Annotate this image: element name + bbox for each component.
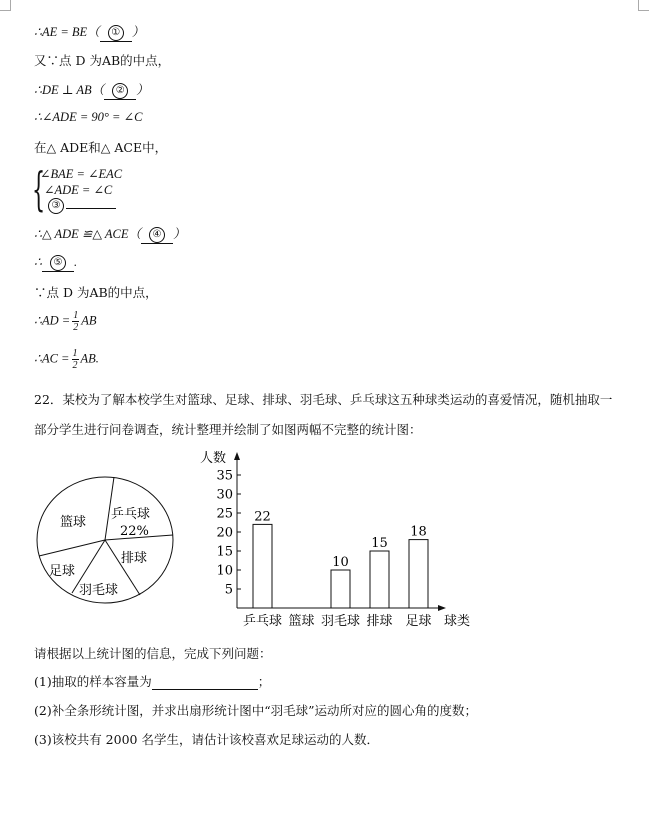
solution-line-4: ∴∠ADE = 90° = ∠C xyxy=(34,110,143,124)
x-category-label: 足球 xyxy=(405,614,432,629)
bar-5 xyxy=(409,540,428,608)
bar-1 xyxy=(253,524,272,608)
blank-mark-3: ③ xyxy=(48,198,64,214)
solution-line-9: ∴AD = $\frac{1}{2}$ AB xyxy=(34,310,97,333)
question-2: (2)补全条形统计图，并求出扇形统计图中“羽毛球”运动所对应的圆心角的度数； xyxy=(34,703,477,718)
y-tick-label: 30 xyxy=(216,487,233,503)
blank-mark-5: ⑤ xyxy=(50,255,66,271)
solution-line-7: ∴ ⑤ . xyxy=(34,254,77,272)
y-tick-label: 35 xyxy=(216,468,233,484)
x-category-label: 乒乓球 xyxy=(242,614,283,629)
blank-mark-2: ② xyxy=(112,83,128,99)
solution-line-5: 在△ ADE和△ ACE中， xyxy=(34,140,168,155)
solution-line-10: ∴AC = $\frac{1}{2}$ AB. xyxy=(34,348,99,371)
x-category-label: 羽毛球 xyxy=(320,614,361,629)
y-tick-label: 5 xyxy=(224,582,233,598)
system-row-1: ∠BAE = ∠EAC xyxy=(40,167,123,181)
pie-label-badminton: 羽毛球 xyxy=(79,583,119,598)
x-axis-label: 球类 xyxy=(444,614,471,629)
question-line-2: 部分学生进行问卷调查，统计整理并绘制了如图两幅不完整的统计图： xyxy=(34,422,422,437)
x-category-label: 篮球 xyxy=(288,614,315,629)
y-tick-label: 25 xyxy=(216,506,233,522)
x-axis-arrow xyxy=(438,605,446,611)
blank-mark-4: ④ xyxy=(149,227,165,243)
y-axis-label: 人数 xyxy=(200,451,227,466)
pie-chart xyxy=(36,476,176,606)
answer-blank xyxy=(152,674,258,690)
question-line-1: 22．某校为了解本校学生对篮球、足球、排球、羽毛球、乒乓球这五种球类运动的喜爱情况，随机抽取一 xyxy=(34,392,613,407)
pie-label-basketball: 篮球 xyxy=(60,515,87,530)
y-tick-label: 10 xyxy=(216,563,233,579)
y-tick-label: 15 xyxy=(216,544,233,560)
x-category-label: 排球 xyxy=(366,614,393,629)
fraction: $\frac{1}{2}$ xyxy=(72,348,78,371)
system-row-2: ∠ADE = ∠C xyxy=(44,183,113,197)
prompt-text: 请根据以上统计图的信息，完成下列问题： xyxy=(34,646,272,661)
solution-line-1: ∴AE = BE（ ① ） xyxy=(34,22,144,42)
bar-data-label: 22 xyxy=(254,509,271,525)
solution-line-6: ∴△ ADE ≌△ ACE（ ④ ） xyxy=(34,224,186,244)
page-corner-mark xyxy=(638,0,649,11)
bar-4 xyxy=(370,551,389,608)
question-1: (1)抽取的样本容量为 ； xyxy=(34,674,271,689)
question-3: (3)该校共有 2000 名学生，请估计该校喜欢足球运动的人数． xyxy=(34,732,379,747)
y-tick-label: 20 xyxy=(216,525,233,541)
y-axis-arrow xyxy=(234,452,240,460)
solution-line-3: ∴DE ⊥ AB（ ② ） xyxy=(34,80,149,100)
system-brace: { xyxy=(32,162,46,216)
solution-line-8: ∵点 D 为AB的中点， xyxy=(34,285,158,300)
page-corner-mark xyxy=(0,0,11,11)
bar-data-label: 18 xyxy=(410,524,427,540)
system-row-3 xyxy=(46,197,116,214)
pie-label-pingpong-pct: 22% xyxy=(120,524,149,539)
bar-data-label: 15 xyxy=(371,536,388,551)
proof-step-text: ∴AE = BE（ xyxy=(34,25,100,39)
bar-data-label: 10 xyxy=(332,555,349,570)
blank-mark-1: ① xyxy=(108,25,124,41)
fraction: $\frac{1}{2}$ xyxy=(73,310,79,333)
pie-label-volleyball: 排球 xyxy=(121,551,148,566)
solution-line-2: 又∵点 D 为AB的中点， xyxy=(34,53,171,68)
bar-3 xyxy=(331,570,350,608)
pie-label-football: 足球 xyxy=(49,564,76,579)
bar-chart xyxy=(190,446,480,636)
pie-label-pingpong: 乒乓球 xyxy=(111,507,151,522)
